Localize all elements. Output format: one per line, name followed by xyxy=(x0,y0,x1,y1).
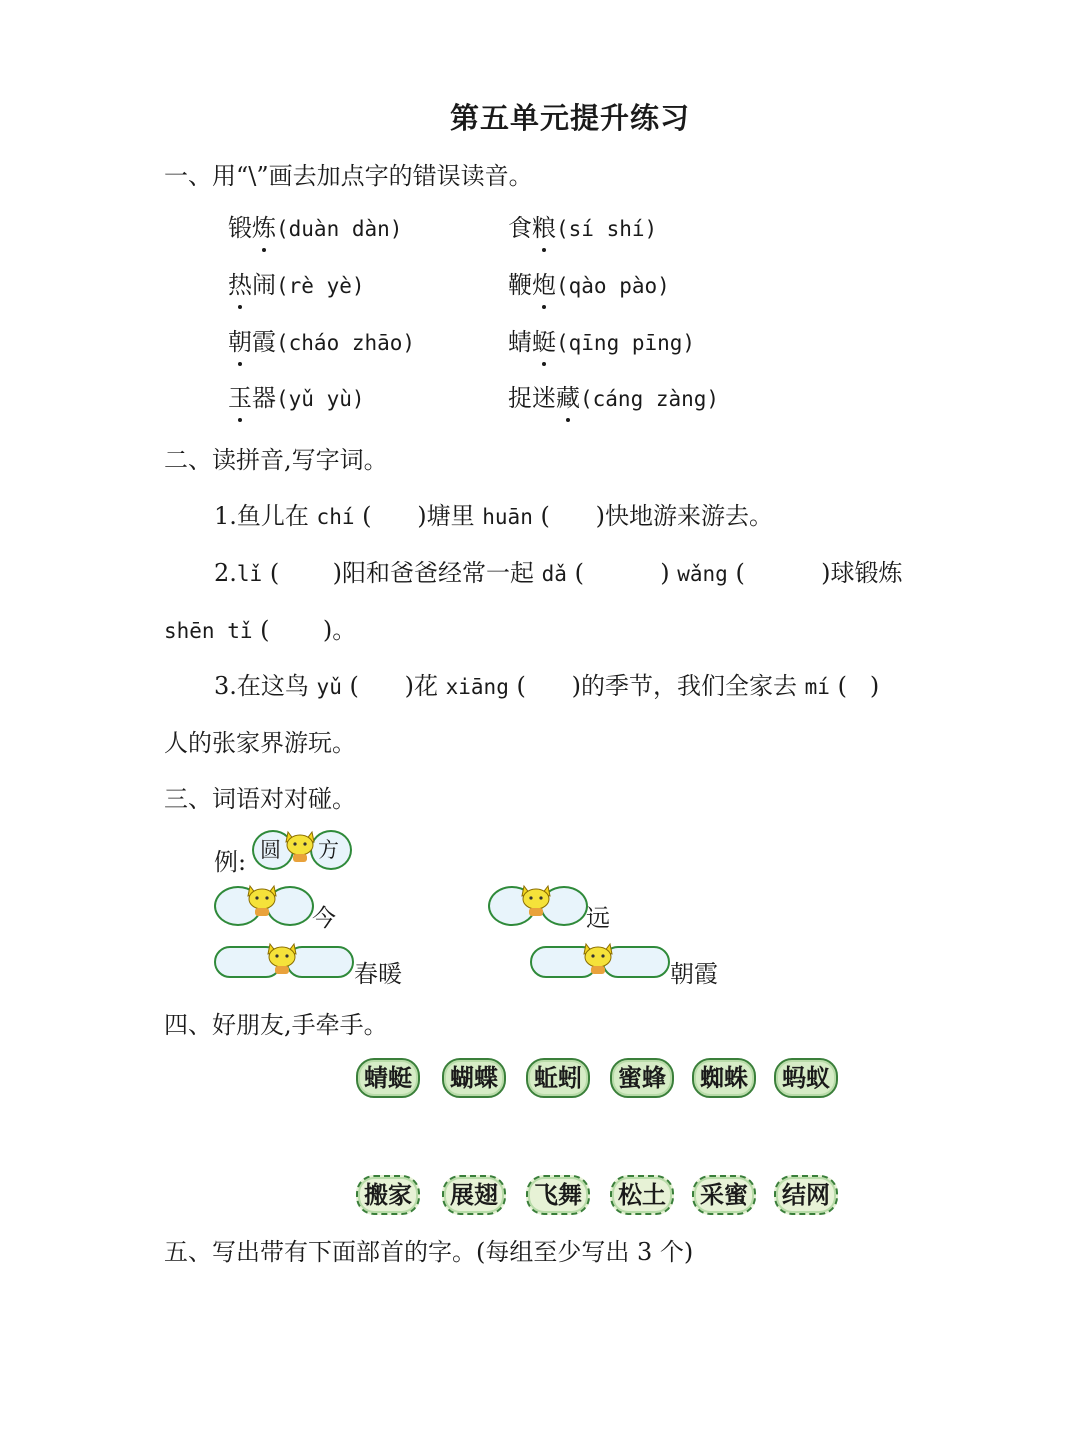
example-label: 例: xyxy=(214,848,247,876)
section1-heading: 一、用“\”画去加点字的错误读音。 xyxy=(164,162,533,190)
pair-word-1: 今 xyxy=(312,904,336,932)
pinyin-item-1: 锻炼(duàn dàn) xyxy=(228,208,402,243)
dotted-char: 蜓 xyxy=(532,322,556,357)
section4-heading: 四、好朋友,手牵手。 xyxy=(164,1011,388,1039)
dotted-char: 藏 xyxy=(556,378,580,413)
answer-blank[interactable]: ( ) xyxy=(574,559,670,587)
action-chip-6[interactable]: 结网 xyxy=(774,1175,838,1215)
answer-blank[interactable]: ( ) xyxy=(735,559,831,587)
pinyin-item-5: 朝霞(cháo zhāo) xyxy=(228,322,415,357)
action-chip-2[interactable]: 展翅 xyxy=(442,1175,506,1215)
pinyin-item-6: 蜻蜓(qīng pīng) xyxy=(508,322,695,357)
pair-word-4: 朝霞 xyxy=(670,960,718,988)
pinyin-options: (qīng pīng) xyxy=(556,331,696,355)
dotted-char: 炮 xyxy=(532,265,556,300)
fill-question-1: 1.鱼儿在 chí ( )塘里 huān ( )快地游来游去。 xyxy=(214,502,773,530)
answer-blank[interactable]: ( ) xyxy=(362,502,427,530)
pinyin-item-2: 食粮(sí shí) xyxy=(508,208,657,243)
cat-icon xyxy=(580,940,616,976)
pinyin-options: (sí shí) xyxy=(556,217,658,241)
pinyin-options: (cáng zàng) xyxy=(580,387,720,411)
fill-question-3: 3.在这鸟 yǔ ( )花 xiāng ( )的季节，我们全家去 mí ( ) xyxy=(214,672,880,700)
pinyin-options: (duàn dàn) xyxy=(276,217,403,241)
cat-icon xyxy=(282,828,318,864)
dotted-char: 热 xyxy=(228,265,252,300)
example-left-word: 圆 xyxy=(260,838,281,862)
dotted-char: 朝 xyxy=(228,322,252,357)
pair-word-2: 远 xyxy=(586,904,610,932)
section3-heading: 三、词语对对碰。 xyxy=(164,785,356,813)
pinyin-item-8: 捉迷藏(cáng zàng) xyxy=(508,378,719,413)
pinyin-options: (yǔ yù) xyxy=(276,387,365,411)
dotted-char: 粮 xyxy=(532,208,556,243)
cat-icon xyxy=(244,882,280,918)
action-chip-5[interactable]: 采蜜 xyxy=(692,1175,756,1215)
dotted-char: 炼 xyxy=(252,208,276,243)
insect-chip-4[interactable]: 蜜蜂 xyxy=(610,1058,674,1098)
action-chip-1[interactable]: 搬家 xyxy=(356,1175,420,1215)
answer-blank[interactable]: ( ) xyxy=(260,616,333,644)
pinyin-options: (cháo zhāo) xyxy=(276,331,416,355)
cat-icon xyxy=(264,940,300,976)
cat-icon xyxy=(518,882,554,918)
insect-chip-6[interactable]: 蚂蚁 xyxy=(774,1058,838,1098)
pinyin-options: (rè yè) xyxy=(276,274,365,298)
answer-blank[interactable]: ( ) xyxy=(516,672,581,700)
fill-question-2: 2.lǐ ( )阳和爸爸经常一起 dǎ ( ) wǎng ( )球锻炼 xyxy=(214,559,903,587)
action-chip-4[interactable]: 松土 xyxy=(610,1175,674,1215)
answer-blank[interactable]: ( ) xyxy=(269,559,342,587)
dotted-char: 玉 xyxy=(228,378,252,413)
pinyin-options: (qào pào) xyxy=(556,274,670,298)
answer-blank[interactable]: ( ) xyxy=(349,672,414,700)
insect-chip-5[interactable]: 蜘蛛 xyxy=(692,1058,756,1098)
fill-question-3-cont: 人的张家界游玩。 xyxy=(164,729,356,757)
pinyin-item-3: 热闹(rè yè) xyxy=(228,265,365,300)
pinyin-item-4: 鞭炮(qào pào) xyxy=(508,265,670,300)
pinyin-item-7: 玉器(yǔ yù) xyxy=(228,378,365,413)
answer-blank[interactable]: ( ) xyxy=(837,672,880,700)
section2-heading: 二、读拼音,写字词。 xyxy=(164,446,388,474)
pair-word-3: 春暖 xyxy=(354,960,402,988)
insect-chip-3[interactable]: 蚯蚓 xyxy=(526,1058,590,1098)
section5-heading: 五、写出带有下面部首的字。(每组至少写出 3 个) xyxy=(164,1238,694,1266)
page-title: 第五单元提升练习 xyxy=(449,101,690,135)
answer-blank[interactable]: ( ) xyxy=(540,502,605,530)
fill-question-2-cont: shēn tǐ ( )。 xyxy=(164,616,357,644)
example-right-word: 方 xyxy=(318,838,339,862)
insect-chip-2[interactable]: 蝴蝶 xyxy=(442,1058,506,1098)
action-chip-3[interactable]: 飞舞 xyxy=(526,1175,590,1215)
insect-chip-1[interactable]: 蜻蜓 xyxy=(356,1058,420,1098)
